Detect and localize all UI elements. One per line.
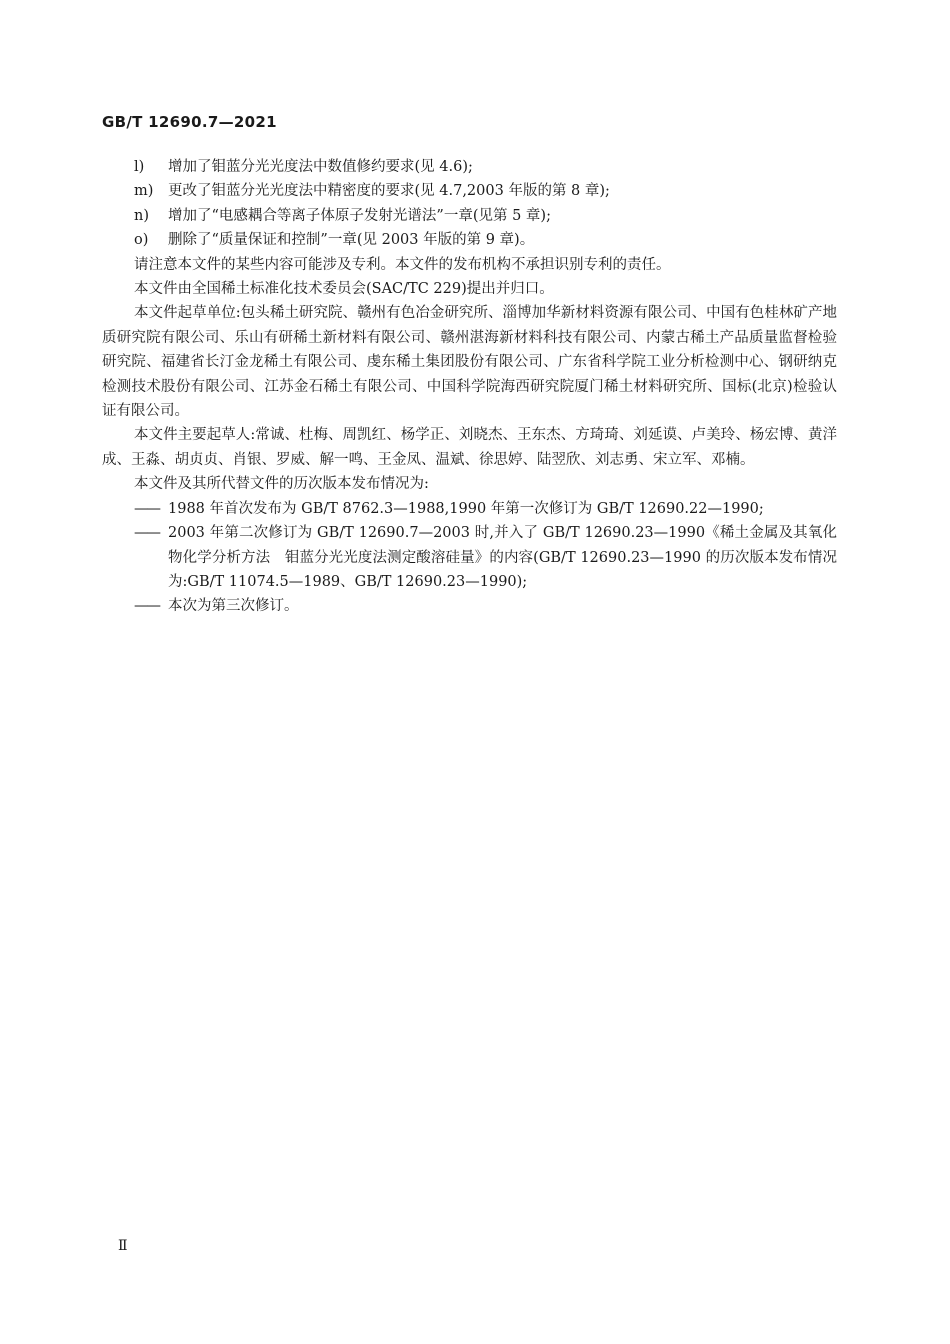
dash-marker: ——	[134, 525, 159, 542]
list-item-text: 更改了钼蓝分光光度法中精密度的要求(见 4.7,2003 年版的第 8 章);	[168, 183, 610, 200]
list-item	[102, 228, 837, 252]
list-item-text: 删除了“质量保证和控制”一章(见 2003 年版的第 9 章)。	[168, 232, 535, 249]
main-drafters: 本文件主要起草人:常诚、杜梅、周凯红、杨学正、刘晓杰、王东杰、方琦琦、刘延谟、卢美玲、杨宏博、黄洋成、王淼、胡贞贞、肖银、罗威、解一鸣、王金凤、温斌、徐思婷、陆翌欣、刘志勇、宋立军、邓楠。	[102, 427, 837, 468]
drafting-units: 本文件起草单位:包头稀土研究院、赣州有色冶金研究所、淄博加华新材料资源有限公司、中国有色桂林矿产地质研究院有限公司、乐山有研稀土新材料有限公司、赣州湛海新材料科技有限公司、内蒙古稀土产品质量监督检验研究院、福建省长汀金龙稀土有限公司、虔东稀土集团股份有限公司、广东省科学院工业分析检测中心、钢研纳克检测技术股份有限公司、江苏金石稀土有限公司、中国科学院海西研究院厦门稀土材料研究所、国标(北京)检验认证有限公司。	[102, 305, 837, 420]
list-item-text: 增加了“电感耦合等离子体原子发射光谱法”一章(见第 5 章);	[168, 207, 551, 224]
list-marker: l)	[134, 159, 145, 175]
proposer-statement: 本文件由全国稀土标准化技术委员会(SAC/TC 229)提出并归口。	[134, 281, 554, 298]
history-item-text: 1988 年首次发布为 GB/T 8762.3—1988,1990 年第一次修订为 GB/T 12690.22—1990;	[168, 500, 764, 517]
history-intro: 本文件及其所代替文件的历次版本发布情况为:	[134, 476, 429, 493]
list-marker: m)	[134, 183, 154, 200]
history-item-text: 本次为第三次修订。	[168, 598, 299, 615]
list-marker: o)	[134, 232, 149, 249]
list-marker: n)	[134, 207, 149, 224]
list-item	[102, 204, 837, 228]
document-body	[102, 155, 837, 619]
history-item	[102, 497, 837, 521]
dash-marker: ——	[134, 500, 159, 517]
patent-notice: 请注意本文件的某些内容可能涉及专利。本文件的发布机构不承担识别专利的责任。	[134, 256, 671, 273]
list-item-text: 增加了钼蓝分光光度法中数值修约要求(见 4.6);	[168, 159, 473, 175]
history-item	[102, 594, 837, 618]
dash-marker: ——	[134, 598, 159, 615]
list-item	[102, 155, 837, 179]
standard-code-header: GB/T 12690.7—2021	[102, 113, 277, 131]
history-item	[102, 521, 837, 594]
page-number: Ⅱ	[118, 1238, 128, 1254]
history-item-text: 2003 年第二次修订为 GB/T 12690.7—2003 时,并入了 GB/T 12690.23—1990《稀土金属及其氧化物化学分析方法 钼蓝分光光度法测定酸溶硅量》的内容(GB/T 12690.23—1990 的历次版本发布情况为:GB/T 11074.5—1989、GB/T 12690.23—1990);	[168, 525, 837, 590]
list-item	[102, 179, 837, 203]
